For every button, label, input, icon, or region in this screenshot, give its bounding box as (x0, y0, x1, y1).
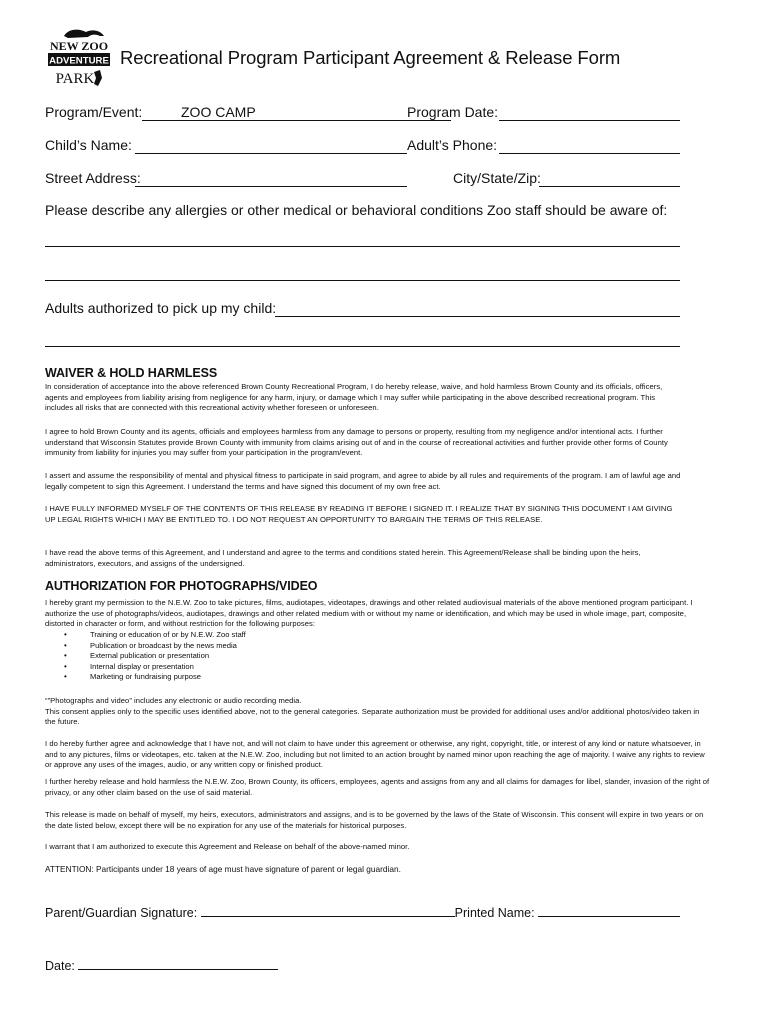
allergies-prompt: Please describe any allergies or other medical or behavioral conditions Zoo staff should be aware of: (45, 202, 668, 218)
waiver-paragraph-caps: I HAVE FULLY INFORMED MYSELF OF THE CONTENTS OF THIS RELEASE BY READING IT BEFORE I SIGNED IT. I REALIZE THAT BY SIGNING THIS DOCUMENT I AM GIVING UP LEGAL RIGHTS WHICH I MAY BE ENTITLED TO. I DO NOT REQUEST AN OPPORTUNITY TO BARGAIN THE TERMS OF THIS RELEASE. (45, 504, 673, 524)
adults-phone-field[interactable] (499, 137, 680, 154)
logo-line-3: PARK (55, 71, 95, 87)
photo-paragraph: I do hereby further agree and acknowledge that I have not, and will not claim to have under this agreement or otherwise, any right, copyright, title, or interest of any kind or nature whatsoever, in and to any pictures, films or videotapes, etc. taken at the N.E.W. Zoo, including but not limited to an action brought by named minor upon reaching the age of majority. I waive any rights to review or approve any uses of the images, audio, or any written copy or finished product. (45, 739, 705, 769)
waiver-heading: WAIVER & HOLD HARMLESS (45, 366, 218, 380)
attention-note: ATTENTION: Participants under 18 years of age must have signature of parent or legal guardian. (45, 864, 401, 874)
photo-paragraph: I further hereby release and hold harmless the N.E.W. Zoo, Brown County, its officers, employees, agents and assigns from any and all claims for damages for libel, slander, invasion of the right of privacy, or any other claim based on the use of said material. (45, 777, 710, 797)
list-item: • External publication or presentation (64, 651, 246, 662)
address-row (45, 170, 680, 190)
adults-phone-label: Adult’s Phone: (407, 137, 498, 153)
waiver-paragraph: I agree to hold Brown County and its agents, officials and employees harmless from any damage to persons or property, resulting from my negligence and/or intentional acts. I further understand that Wisconsin Statutes provide Brown County with immunity from claims arising out of and in the course of recreational activities and further provide other forms of County immunity from liability for injuries you may suffer from your participation in the program/event. (45, 427, 668, 457)
city-state-zip-field[interactable] (539, 170, 680, 187)
program-date-label: Program Date: (407, 104, 499, 120)
waiver-paragraph: I have read the above terms of this Agreement, and I understand and agree to the terms and conditions stated herein. This Agreement/Release shall be binding upon the heirs, administrators, executors, and assigns of the undersigned. (45, 548, 641, 568)
allergies-field-line-2[interactable] (45, 280, 680, 281)
date-label: Date: (45, 959, 75, 973)
pickup-field-line-2[interactable] (45, 346, 680, 347)
date-row (45, 957, 278, 973)
photo-paragraph: This release is made on behalf of myself, my heirs, executors, administrators and assigns, and is to be governed by the laws of the State of Wisconsin. This consent will expire in two years or on the date listed below, except there will be no expiration for any use of the materials for historical purposes. (45, 810, 704, 830)
waiver-paragraph: In consideration of acceptance into the above referenced Brown County Recreational Program, I do hereby release, waive, and hold harmless Brown County and its officials, officers, agents and employees from liability arising from negligence for any harm, injury, or damage which I may suffer while participating in the above described recreational program. This includes all risks that are connected with this recreational activity whether foreseen or unforeseen. (45, 382, 663, 412)
printed-name-field[interactable] (538, 904, 680, 917)
page-title: Recreational Program Participant Agreement & Release Form (120, 47, 621, 68)
printed-name-label: Printed Name: (454, 906, 535, 920)
list-item: • Training or education of or by N.E.W. Zoo staff (64, 630, 246, 641)
photo-definition: “”Photographs and video” includes any electronic or audio recording media. This consent applies only to the specific uses identified above, not to the general categories. Separate authorization must be provided for additional uses and/or additional photos/video taken in the future. (45, 696, 700, 726)
allergies-field-line-1[interactable] (45, 246, 680, 247)
photo-heading: AUTHORIZATION FOR PHOTOGRAPHS/VIDEO (45, 579, 318, 593)
pickup-row (45, 300, 680, 320)
zoo-logo (44, 26, 114, 92)
waiver-paragraph: I assert and assume the responsibility of mental and physical fitness to participate in said program, and agree to abide by all rules and requirements of the program. I am of lawful age and legally competent to sign this Agreement. I understand the terms and have signed this document of my own free act. (45, 471, 681, 491)
program-row (45, 104, 680, 124)
logo-line-1: NEW ZOO (49, 39, 109, 53)
street-address-field[interactable] (135, 170, 407, 187)
photo-paragraph: I warrant that I am authorized to execute this Agreement and Release on behalf of the above-named minor. (45, 842, 410, 851)
list-item: • Marketing or fundraising purpose (64, 672, 246, 683)
city-state-zip-label: City/State/Zip: (453, 170, 541, 186)
child-row (45, 137, 680, 157)
purpose-list (64, 630, 246, 683)
photo-intro: I hereby grant my permission to the N.E.W. Zoo to take pictures, films, audiotapes, videotapes, drawings and other related audiovisual materials of the above mentioned program participant. I authorize the use of photographs/videos, audiotapes, drawings and other related medium with or without my name or identification, and which may be used in whole image, part, composite, distorted in character or form, and without restriction for the following purposes: (45, 598, 693, 628)
program-event-label: Program/Event: (45, 104, 143, 120)
guardian-signature-field[interactable] (201, 904, 455, 917)
date-field[interactable] (78, 957, 278, 970)
zoo-logo-icon (44, 26, 114, 92)
guardian-signature-row (45, 904, 680, 920)
childs-name-field[interactable] (135, 137, 407, 154)
pickup-label: Adults authorized to pick up my child: (45, 300, 277, 316)
list-item: • Publication or broadcast by the news media (64, 641, 246, 652)
pickup-field[interactable] (275, 300, 680, 317)
list-item: • Internal display or presentation (64, 662, 246, 673)
childs-name-label: Child’s Name: (45, 137, 132, 153)
program-event-value: ZOO CAMP (181, 104, 256, 120)
guardian-signature-label: Parent/Guardian Signature: (45, 906, 198, 920)
street-address-label: Street Address: (45, 170, 141, 186)
logo-line-2: ADVENTURE (49, 55, 109, 67)
program-date-field[interactable] (499, 104, 680, 121)
